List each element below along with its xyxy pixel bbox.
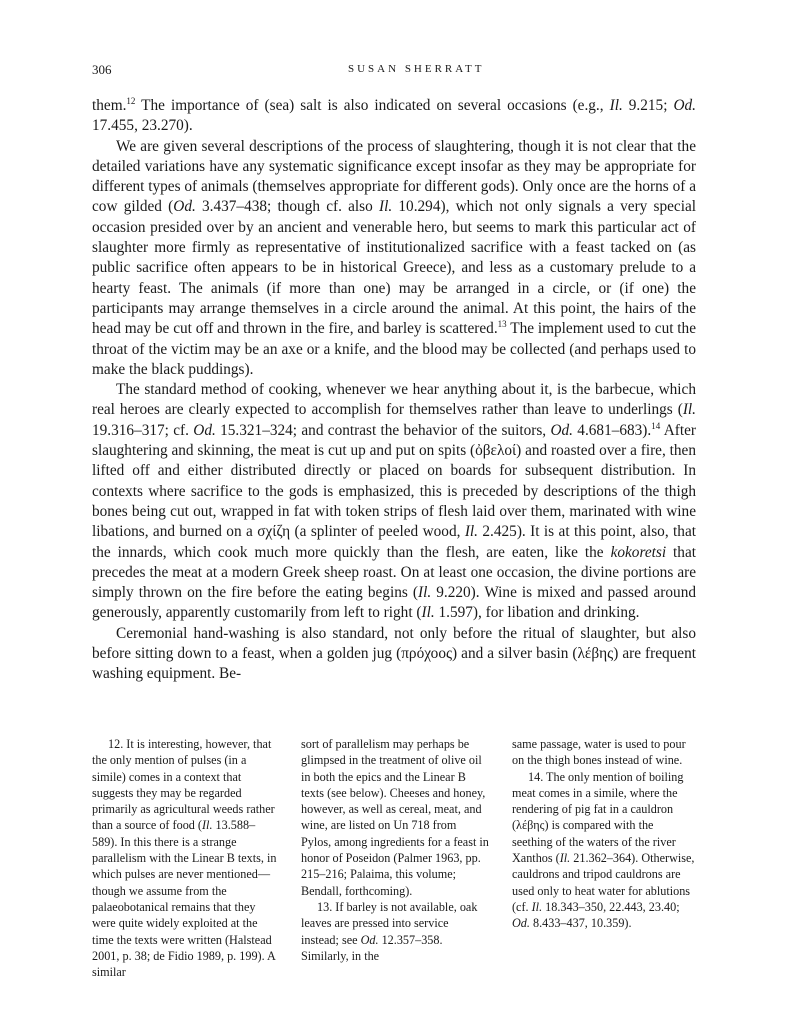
running-head: SUSAN SHERRATT	[348, 63, 485, 75]
footnote-13: 13. If barley is not available, oak leaves are pressed into service instead; see Od. 12.357–358. Similarly, in the	[301, 899, 478, 963]
footnote-14: 14. The only mention of boiling meat comes in a simile, where the rendering of pig fat in a cauldron (λέβης) is compared with the seething of the waters of the river Xanthos (Il. 21.362–364). Otherwise, cauldrons and tripod cauldrons are used only to heat water for ablutions (cf. Il. 18.343–350, 22.443, 23.40; Od. 8.433–437, 10.359).	[512, 769, 695, 931]
page-number: 306	[92, 62, 112, 77]
paragraph-3: The standard method of cooking, whenever we hear anything about it, is the barbecue, which real heroes are clearly expected to accomplish for themselves rather than leave to underlings (Il. 19.316–317; cf. Od. 15.321–324; and contrast the behavior of the suitors, Od. 4.681–683).$^{14}$ After slaughtering and skinning, the meat is cut up and put on spits (ὀβελοί) and roasted over a fire, then lifted off and either distributed directly or placed on boards for subsequent distribution. In contexts where sacrifice to the gods is emphasized, this is preceded by descriptions of the thigh bones being cut out, wrapped in fat with token strips of flesh laid over them, marinated with wine libations, and burned on a σχίζη (a splinter of peeled wood, Il. 2.425). It is at this point, also, that the innards, which cook much more quickly than the flesh, are eaten, like the kokoretsi that precedes the meat at a modern Greek sheep roast. On at least one occasion, the divine portions are simply thrown on the fire before the eating begins (Il. 9.220). Wine is mixed and passed around generously, apparently customarily from left to right (Il. 1.597), for libation and drinking.	[92, 381, 696, 622]
footnote-12-continued: sort of parallelism may perhaps be glimpsed in the treatment of olive oil in both the epics and the Linear B texts (see below). Cheeses and honey, however, as well as cereal, meat, and wine, are listed on Un 718 from Pylos, among ingredients for a feast in honor of Poseidon (Palmer 1963, pp. 215–216; Palaima, this volume; Bendall, forthcoming).	[301, 737, 489, 898]
footnote-13-continued: same passage, water is used to pour on the thigh bones instead of wine.	[512, 737, 686, 768]
paragraph-4: Ceremonial hand-washing is also standard, not only before the ritual of slaughter, but also before sitting down to a feast, when a golden jug (πρόχοος) and a silver basin (λέβης) are frequent washing equipment. Be-	[92, 624, 696, 683]
paragraph-2: We are given several descriptions of the process of slaughtering, though it is not clear that the detailed variations have any systematic significance except insofar as they may be appropriate for different types of animals (themselves appropriate for different gods). Only once are the horns of a cow gilded (Od. 3.437–438; though cf. also Il. 10.294), which not only signals a very special occasion presided over by an ancient and venerable hero, but seems to mark this particular act of slaughter more firmly as representative of institutionalized sacrifice with a feast tacked on (as public sacrifice often appears to be in historical Greece), and less as a customary prelude to a hearty feast. The animals (if more than one) may be arranged in a circle, or (if one) the participants may arrange themselves in a circle around the animal. At this point, the hairs of the head may be cut off and thrown in the fire, and barley is scattered.$^{13}$ The implement used to cut the throat of the victim may be an axe or a knife, and the blood may be collected (and perhaps used to make the black puddings).	[92, 137, 696, 378]
footnote-column-2	[301, 736, 489, 964]
paragraph-1: them.$^{12}$ The importance of (sea) salt is also indicated on several occasions (e.g., Il. 9.215; Od. 17.455, 23.270).	[92, 95, 696, 135]
footnote-column-3	[512, 736, 696, 932]
body-text	[92, 96, 696, 685]
footnote-12: 12. It is interesting, however, that the only mention of pulses (in a simile) comes in a context that suggests they may be regarded primarily as agricultural weeds rather than a source of food (Il. 13.588–589). In this there is a strange parallelism with the Linear B texts, in which pulses are never mentioned—though we assume from the palaeobotanical remains that they were quite widely exploited at the time the texts were written (Halstead 2001, p. 38; de Fidio 1989, p. 199). A similar	[92, 737, 277, 980]
footnote-column-1	[92, 736, 280, 980]
